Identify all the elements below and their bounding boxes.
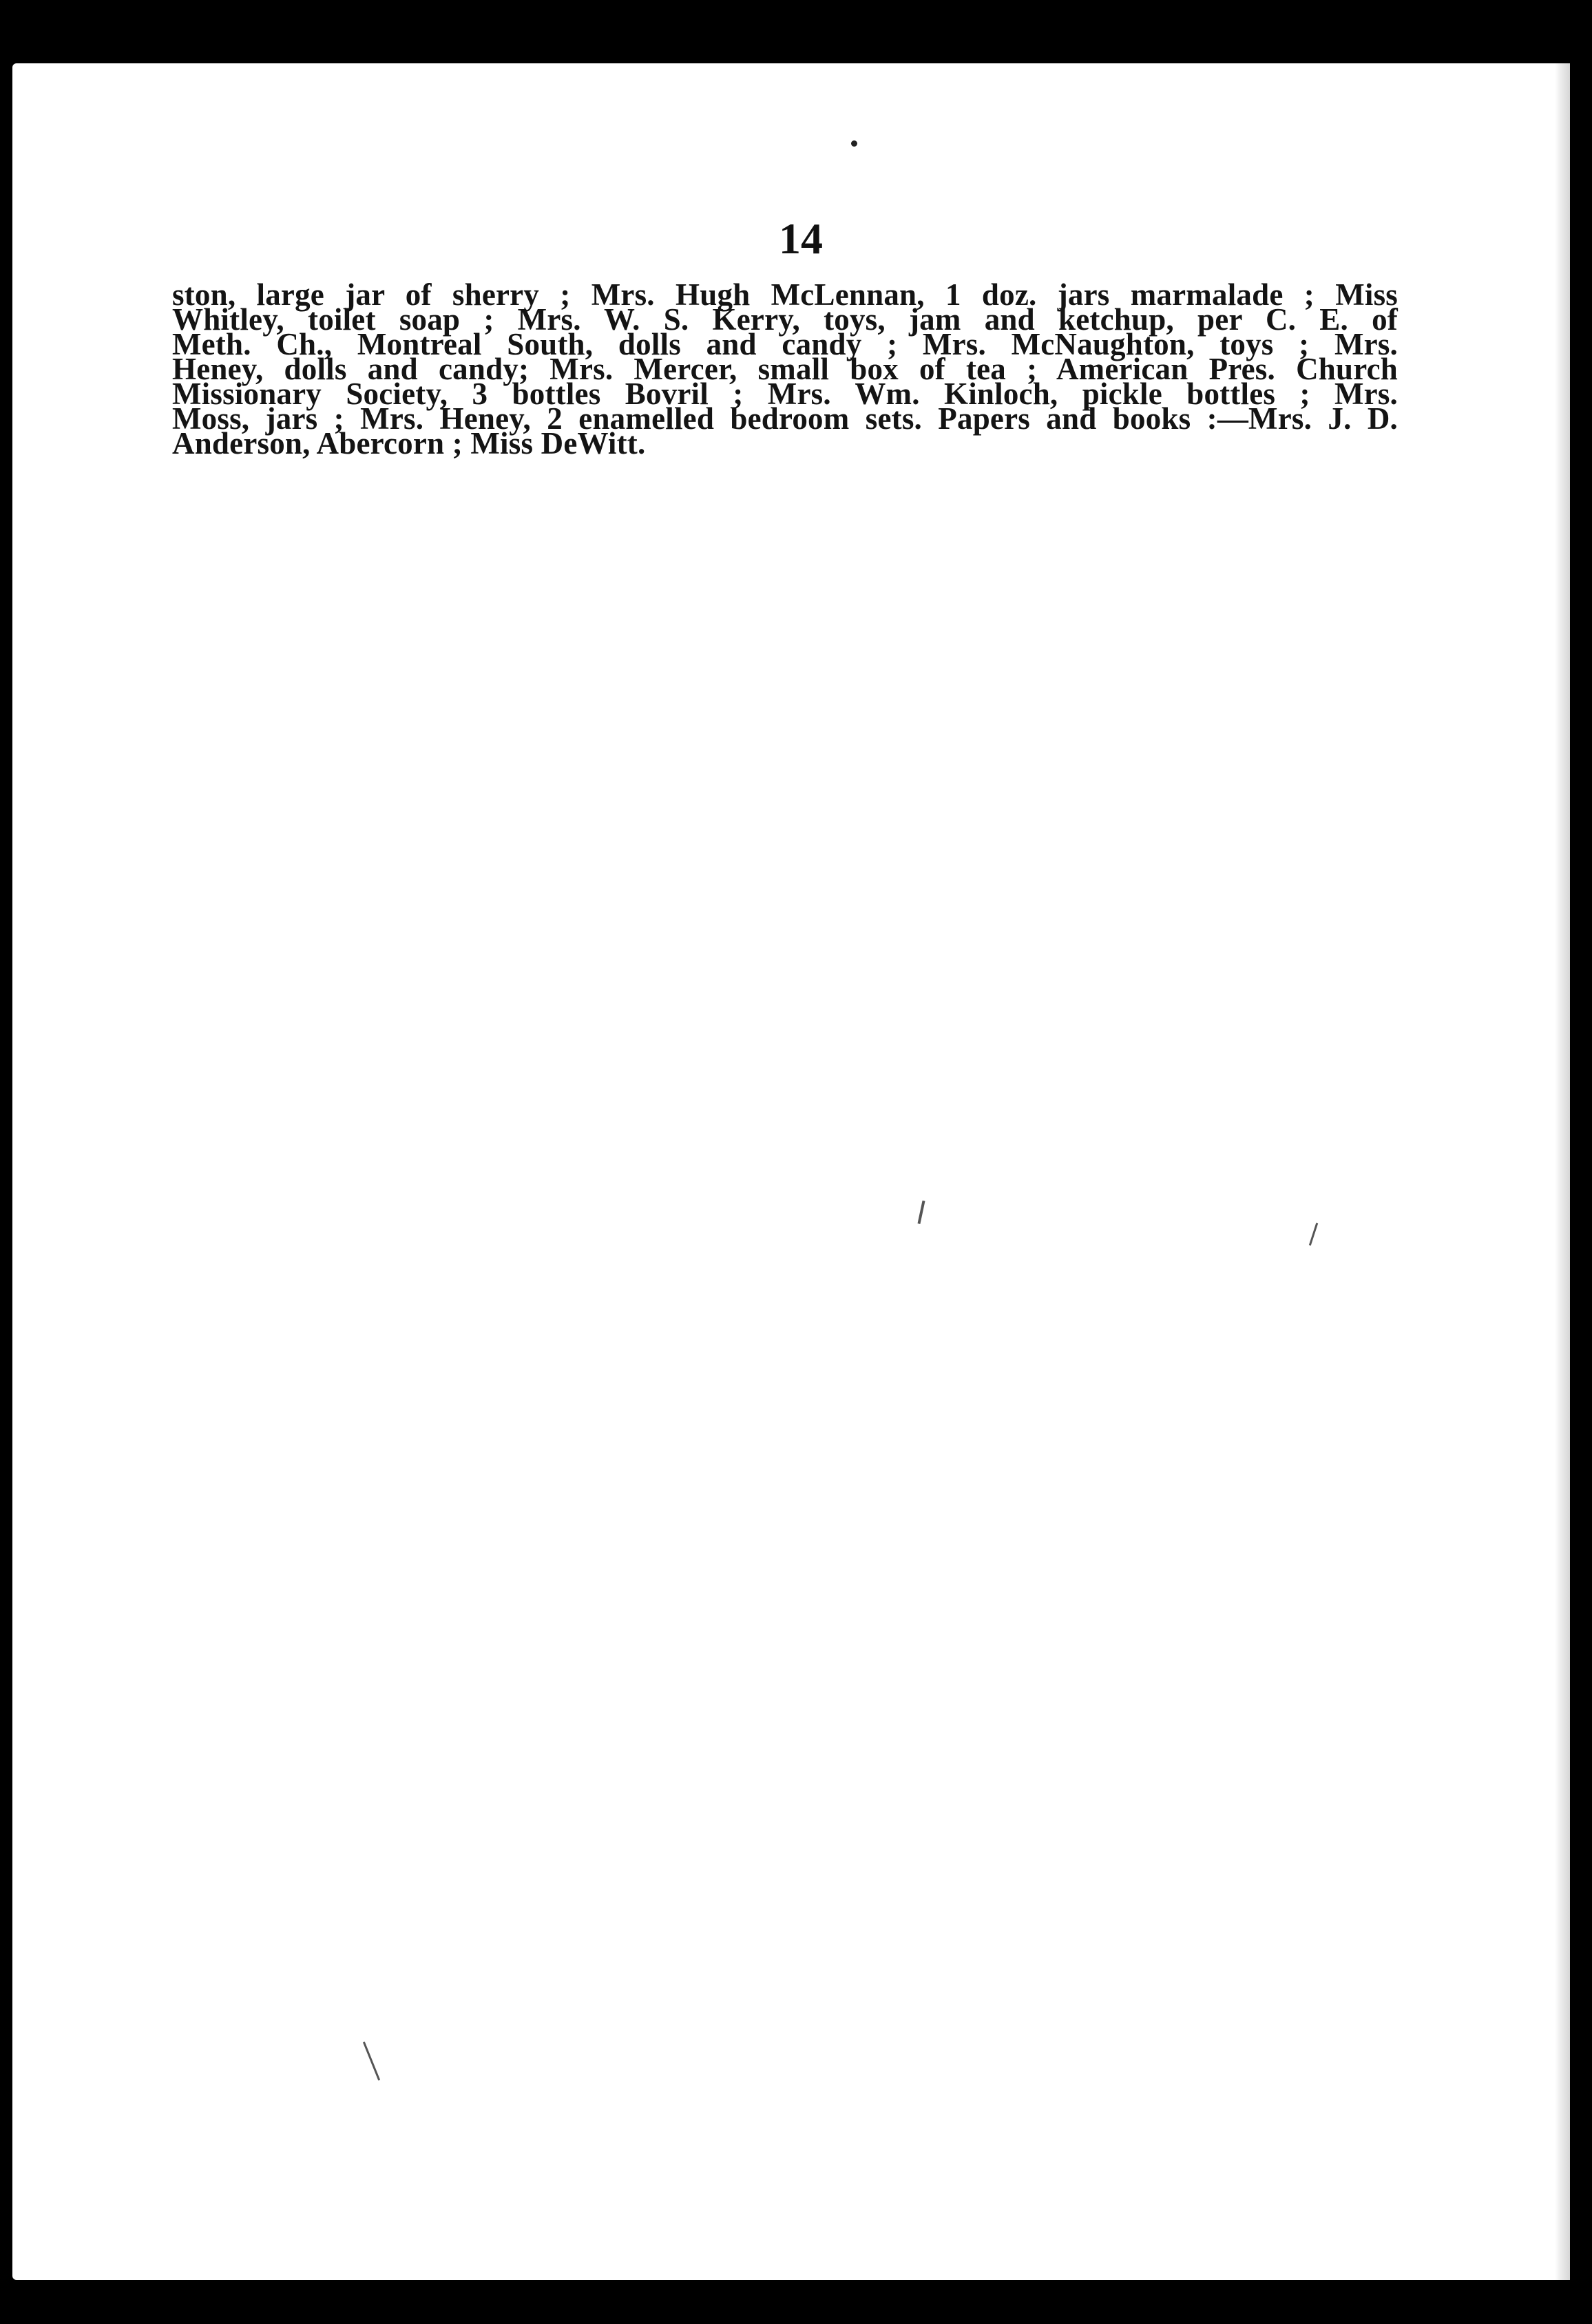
ink-speck <box>363 2042 380 2081</box>
donation-list-paragraph <box>172 277 1398 461</box>
document-page <box>12 63 1570 2280</box>
text-line: Moss, jars ; Mrs. Heney, 2 enamelled bedroom sets. Papers and books :—Mrs. J. D. <box>172 401 1398 436</box>
text-line: Missionary Society, 3 bottles Bovril ; Mrs. Wm. Kinloch, pickle bottles ; Mrs. <box>172 377 1398 411</box>
text-line: Anderson, Abercorn ; Miss DeWitt. <box>172 426 646 461</box>
ink-speck <box>851 140 857 147</box>
text-line: Meth. Ch., Montreal South, dolls and candy ; Mrs. McNaughton, toys ; Mrs. <box>172 327 1398 361</box>
text-line: Heney, dolls and candy; Mrs. Mercer, small box of tea ; American Pres. Church <box>172 352 1398 386</box>
page-number: 14 <box>779 214 823 263</box>
text-line: Whitley, toilet soap ; Mrs. W. S. Kerry, toys, jam and ketchup, per C. E. of <box>172 302 1398 337</box>
text-line: ston, large jar of sherry ; Mrs. Hugh McLennan, 1 doz. jars marmalade ; Miss <box>172 277 1398 312</box>
page-edge-shadow <box>1555 63 1570 2280</box>
ink-speck <box>918 1201 925 1224</box>
ink-speck <box>1309 1223 1318 1245</box>
